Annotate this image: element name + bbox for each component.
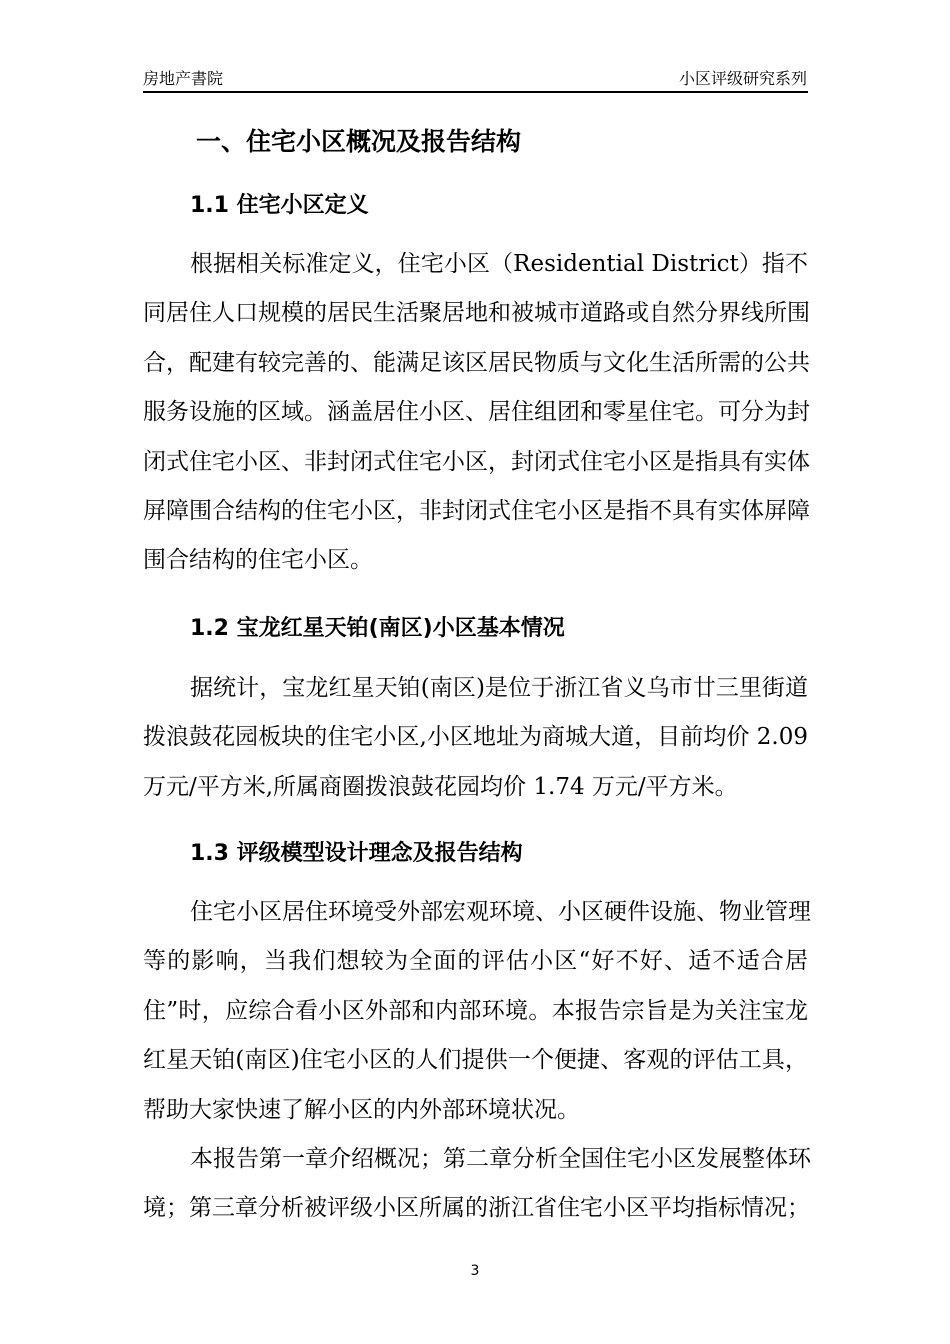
text-line: 拨浪鼓花园板块的住宅小区,小区地址为商城大道，目前均价 2.09 bbox=[143, 724, 808, 751]
paragraph bbox=[143, 888, 811, 1135]
paragraph bbox=[143, 1135, 811, 1234]
paragraph bbox=[143, 240, 808, 586]
text-line: 本报告第一章介绍概况；第二章分析全国住宅小区发展整体环 bbox=[190, 1146, 811, 1172]
text-line: 围合结构的住宅小区。 bbox=[143, 547, 373, 574]
text-line: 红星天铂(南区)住宅小区的人们提供一个便捷、客观的评估工具， bbox=[143, 1047, 808, 1074]
chapter-title: 一、住宅小区概况及报告结构 bbox=[196, 127, 522, 156]
text-line: 闭式住宅小区、非封闭式住宅小区，封闭式住宅小区是指具有实体 bbox=[143, 448, 810, 475]
text-line: 住宅小区居住环境受外部宏观环境、小区硬件设施、物业管理 bbox=[190, 899, 811, 925]
text-line: 万元/平方米,所属商圈拨浪鼓花园均价 1.74 万元/平方米。 bbox=[143, 773, 738, 800]
text-line: 据统计，宝龙红星天铂(南区)是位于浙江省义乌市廿三里街道 bbox=[190, 675, 808, 701]
text-line: 帮助大家快速了解小区的内外部环境状况。 bbox=[143, 1096, 580, 1123]
text-line: 合，配建有较完善的、能满足该区居民物质与文化生活所需的公共 bbox=[143, 349, 810, 376]
header-rule bbox=[143, 91, 808, 93]
paragraph bbox=[143, 664, 808, 812]
text-line: 根据相关标准定义，住宅小区（Residential District）指不 bbox=[190, 251, 808, 277]
page-number: 3 bbox=[470, 1263, 480, 1279]
text-line: 等的影响，当我们想较为全面的评估小区“好不好、适不适合居 bbox=[143, 948, 808, 975]
section-heading-1-3: 1.3 评级模型设计理念及报告结构 bbox=[190, 841, 523, 866]
text-line: 屏障围合结构的住宅小区，非封闭式住宅小区是指不具有实体屏障 bbox=[143, 497, 810, 524]
text-line: 境；第三章分析被评级小区所属的浙江省住宅小区平均指标情况； bbox=[143, 1195, 810, 1222]
text-line: 服务设施的区域。涵盖居住小区、居住组团和零星住宅。可分为封 bbox=[143, 399, 810, 426]
text-line: 同居住人口规模的居民生活聚居地和被城市道路或自然分界线所围 bbox=[143, 300, 810, 327]
header-left: 房地产書院 bbox=[143, 69, 224, 88]
section-heading-1-2: 1.2 宝龙红星天铂(南区)小区基本情况 bbox=[190, 616, 565, 641]
header-right: 小区评级研究系列 bbox=[678, 69, 807, 88]
text-line: 住”时，应综合看小区外部和内部环境。本报告宗旨是为关注宝龙 bbox=[143, 997, 808, 1024]
section-heading-1-1: 1.1 住宅小区定义 bbox=[190, 193, 369, 218]
